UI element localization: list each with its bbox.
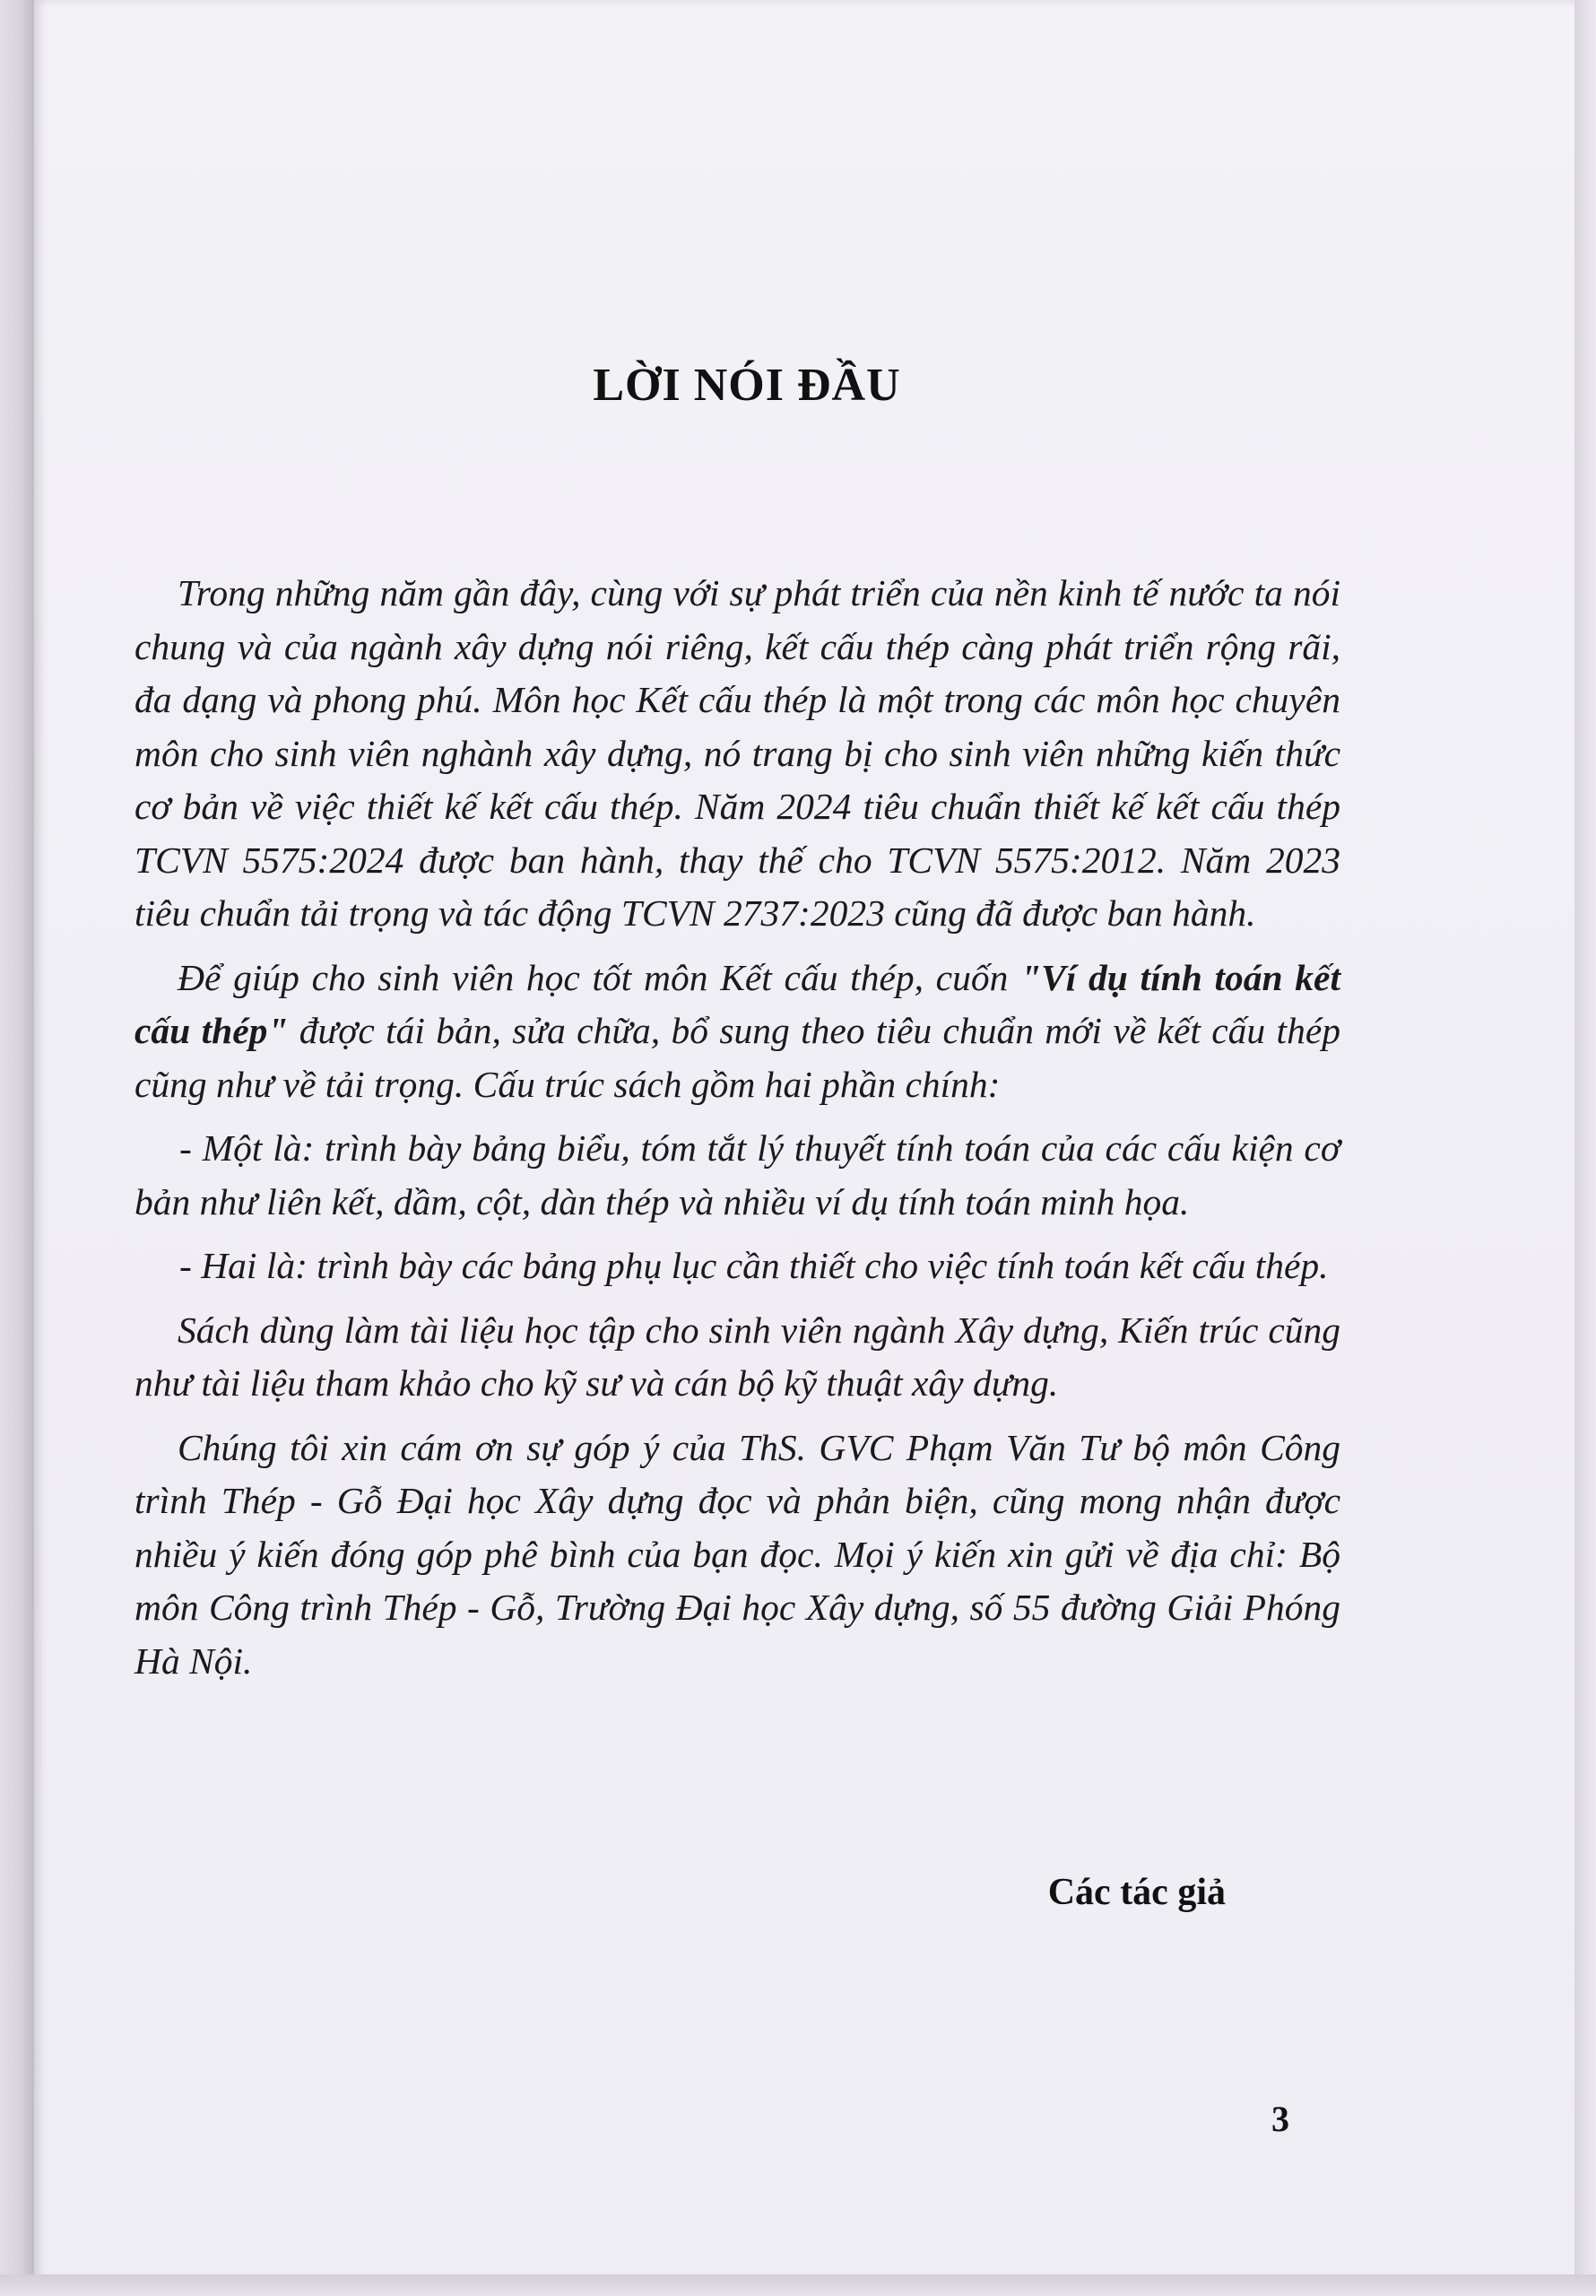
paragraph-book-purpose-start: Để giúp cho sinh viên học tốt môn Kết cấu thép, cuốn xyxy=(178,956,1021,998)
page-number: 3 xyxy=(1271,2099,1289,2139)
paragraph-audience: Sách dùng làm tài liệu học tập cho sinh viên ngành Xây dựng, Kiến trúc cũng như tài liệu tham khảo cho kỹ sư và cán bộ kỹ thuật xây dựng. xyxy=(134,1309,1340,1404)
list-item-part-one: - Một là: trình bày bảng biểu, tóm tắt lý thuyết tính toán của các cấu kiện cơ bản như liên kết, dầm, cột, dàn thép và nhiều ví dụ tính toán minh họa. xyxy=(134,1127,1340,1222)
page-title: LỜI NÓI ĐẦU xyxy=(593,360,901,411)
paragraph-intro: Trong những năm gần đây, cùng với sự phát triển của nền kinh tế nước ta nói chung và của ngành xây dựng nói riêng, kết cấu thép càng phát triển rộng rãi, đa dạng và phong phú. Môn học Kết cấu thép là một trong các môn học chuyên môn cho sinh viên nghành xây dựng, nó trang bị cho sinh viên những kiến thức cơ bản về việc thiết kế kết cấu thép. Năm 2024 tiêu chuẩn thiết kế kết cấu thép TCVN 5575:2024 được ban hành, thay thế cho TCVN 5575:2012. Năm 2023 tiêu chuẩn tải trọng và tác động TCVN 2737:2023 cũng đã được ban hành. xyxy=(134,572,1340,934)
adjacent-page-edge xyxy=(0,0,36,2296)
page-right-edge xyxy=(1574,0,1596,2296)
paragraph-book-purpose-end: được tái bản, sửa chữa, bổ sung theo tiêu chuẩn mới về kết cấu thép cũng như về tải trọng. Cấu trúc sách gồm hai phần chính: xyxy=(134,1010,1340,1105)
list-item-part-two: - Hai là: trình bày các bảng phụ lục cần thiết cho việc tính toán kết cấu thép. xyxy=(179,1245,1329,1286)
paragraph-acknowledgement: Chúng tôi xin cám ơn sự góp ý của ThS. GVC Phạm Văn Tư bộ môn Công trình Thép - Gỗ Đại học Xây dựng đọc và phản biện, cũng mong nhận được nhiều ý kiến đóng góp phê bình của bạn đọc. Mọi ý kiến xin gửi về địa chỉ: Bộ môn Công trình Thép - Gỗ, Trường Đại học Xây dựng, số 55 đường Giải Phóng Hà Nội. xyxy=(134,1426,1340,1682)
book-title: "Ví dụ tính toán kết cấu thép" xyxy=(134,956,1340,1051)
preface-body xyxy=(134,567,1340,1699)
signature: Các tác giả xyxy=(1047,1872,1226,1913)
page-bottom-edge xyxy=(0,2274,1596,2296)
book-page xyxy=(34,0,1578,2296)
paragraph-book-purpose xyxy=(134,952,1340,1112)
